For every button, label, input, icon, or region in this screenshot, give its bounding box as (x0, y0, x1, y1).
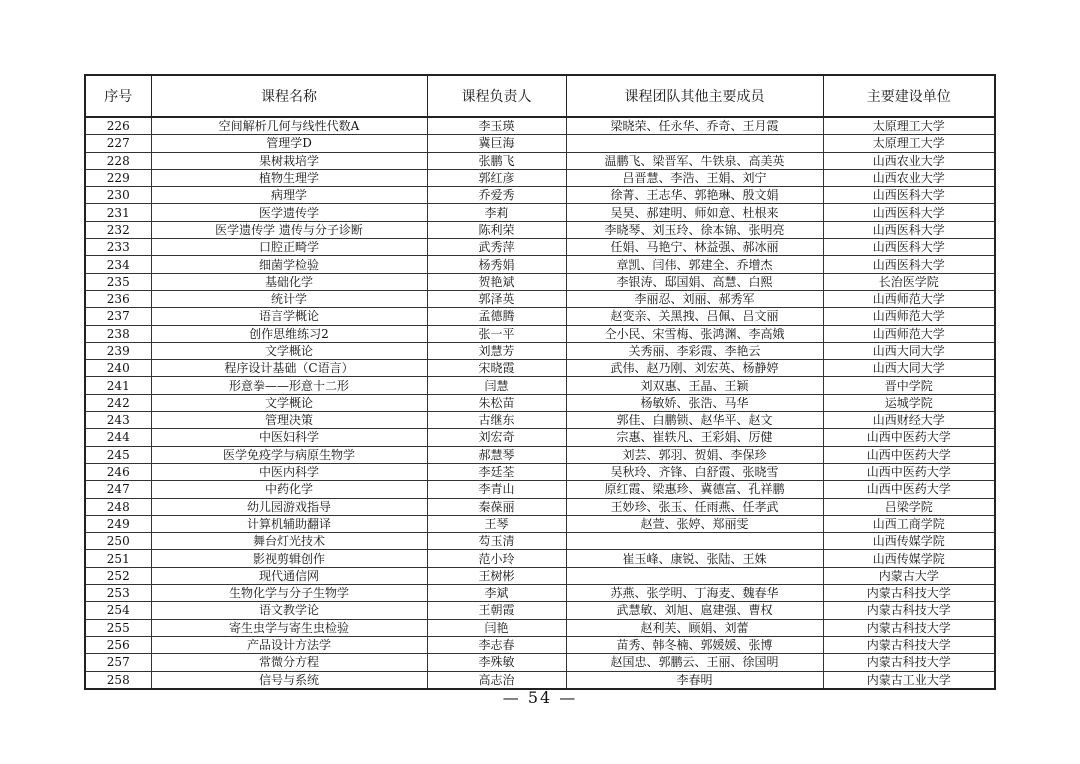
cell-course-lead: 王琴 (427, 515, 566, 532)
table-row (85, 308, 995, 325)
cell-course-lead: 乔爱秀 (427, 187, 566, 204)
cell-institution: 山西财经大学 (823, 412, 995, 429)
cell-index: 255 (85, 619, 151, 636)
cell-index: 245 (85, 446, 151, 463)
table-row (85, 619, 995, 636)
table-row (85, 135, 995, 152)
table-body (85, 117, 995, 689)
table-row (85, 515, 995, 532)
cell-index: 236 (85, 290, 151, 307)
cell-course-name: 基础化学 (151, 273, 427, 290)
cell-course-name: 中药化学 (151, 481, 427, 498)
cell-course-name: 形意拳——形意十二形 (151, 377, 427, 394)
cell-course-lead: 武秀萍 (427, 239, 566, 256)
cell-course-lead: 李斌 (427, 585, 566, 602)
cell-team-members: 杨敏娇、张浩、马华 (566, 394, 823, 411)
cell-course-name: 语言学概论 (151, 308, 427, 325)
cell-institution: 山西传媒学院 (823, 533, 995, 550)
cell-course-name: 计算机辅助翻译 (151, 515, 427, 532)
header-course-name: 课程名称 (151, 75, 427, 117)
cell-course-lead: 李青山 (427, 481, 566, 498)
cell-team-members: 吕晋慧、李浩、王娟、刘宁 (566, 169, 823, 186)
page-number: — 54 — (502, 688, 578, 707)
cell-institution: 山西大同大学 (823, 360, 995, 377)
cell-index: 239 (85, 342, 151, 359)
cell-index: 246 (85, 463, 151, 480)
cell-course-lead: 郭泽英 (427, 290, 566, 307)
cell-course-lead: 闫艳 (427, 619, 566, 636)
cell-course-lead: 李廷荃 (427, 463, 566, 480)
cell-course-lead: 贺艳斌 (427, 273, 566, 290)
cell-team-members: 刘双惠、王晶、王颖 (566, 377, 823, 394)
cell-course-name: 舞台灯光技术 (151, 533, 427, 550)
table-row (85, 446, 995, 463)
cell-institution: 山西师范大学 (823, 308, 995, 325)
table-row (85, 342, 995, 359)
cell-index: 233 (85, 239, 151, 256)
cell-index: 227 (85, 135, 151, 152)
cell-team-members: 崔玉峰、康锐、张陆、王姝 (566, 550, 823, 567)
cell-course-lead: 王树彬 (427, 567, 566, 584)
cell-institution: 山西中医药大学 (823, 446, 995, 463)
cell-index: 247 (85, 481, 151, 498)
cell-course-name: 管理学D (151, 135, 427, 152)
cell-index: 256 (85, 636, 151, 653)
cell-course-name: 医学遗传学 遗传与分子诊断 (151, 221, 427, 238)
cell-institution: 山西农业大学 (823, 152, 995, 169)
course-table (84, 74, 996, 690)
cell-course-name: 空间解析几何与线性代数A (151, 117, 427, 135)
cell-team-members: 赵变亲、关黑拽、吕佩、吕文丽 (566, 308, 823, 325)
cell-institution: 山西医科大学 (823, 239, 995, 256)
cell-index: 230 (85, 187, 151, 204)
cell-index: 237 (85, 308, 151, 325)
cell-team-members: 郭佳、白鹏锁、赵华平、赵文 (566, 412, 823, 429)
header-institution: 主要建设单位 (823, 75, 995, 117)
cell-index: 243 (85, 412, 151, 429)
cell-institution: 长治医学院 (823, 273, 995, 290)
cell-team-members: 王妙珍、张玉、任雨燕、任孝武 (566, 498, 823, 515)
table-row (85, 550, 995, 567)
table-row (85, 533, 995, 550)
cell-team-members (566, 533, 823, 550)
cell-course-lead: 古继东 (427, 412, 566, 429)
cell-institution: 山西师范大学 (823, 290, 995, 307)
cell-index: 241 (85, 377, 151, 394)
cell-index: 226 (85, 117, 151, 135)
cell-course-lead: 芶玉清 (427, 533, 566, 550)
cell-course-name: 统计学 (151, 290, 427, 307)
cell-index: 229 (85, 169, 151, 186)
table-row (85, 394, 995, 411)
cell-course-lead: 张一平 (427, 325, 566, 342)
cell-team-members (566, 135, 823, 152)
cell-team-members: 关秀丽、李彩霞、李艳云 (566, 342, 823, 359)
cell-team-members: 吴昊、郝建明、师如意、杜根来 (566, 204, 823, 221)
cell-index: 232 (85, 221, 151, 238)
table-row (85, 567, 995, 584)
cell-course-lead: 李殊敏 (427, 654, 566, 671)
cell-institution: 内蒙古科技大学 (823, 654, 995, 671)
cell-course-name: 文学概论 (151, 342, 427, 359)
cell-course-name: 产品设计方法学 (151, 636, 427, 653)
cell-course-name: 医学免疫学与病原生物学 (151, 446, 427, 463)
cell-index: 228 (85, 152, 151, 169)
cell-course-lead: 李玉瑛 (427, 117, 566, 135)
cell-course-name: 影视剪辑创作 (151, 550, 427, 567)
cell-index: 250 (85, 533, 151, 550)
table-row (85, 187, 995, 204)
cell-course-lead: 刘慧芳 (427, 342, 566, 359)
header-course-lead: 课程负责人 (427, 75, 566, 117)
cell-course-lead: 范小玲 (427, 550, 566, 567)
cell-institution: 山西中医药大学 (823, 481, 995, 498)
cell-course-lead: 杨秀娟 (427, 256, 566, 273)
table-row (85, 377, 995, 394)
table-row (85, 463, 995, 480)
cell-team-members: 任娟、马艳宁、林益强、郝冰丽 (566, 239, 823, 256)
cell-course-name: 植物生理学 (151, 169, 427, 186)
table-row (85, 654, 995, 671)
table-row (85, 239, 995, 256)
cell-course-lead: 高志治 (427, 671, 566, 689)
cell-index: 249 (85, 515, 151, 532)
header-index: 序号 (85, 75, 151, 117)
cell-course-lead: 李志春 (427, 636, 566, 653)
table-row (85, 325, 995, 342)
cell-institution: 山西工商学院 (823, 515, 995, 532)
cell-index: 253 (85, 585, 151, 602)
cell-course-name: 果树栽培学 (151, 152, 427, 169)
cell-course-lead: 秦葆丽 (427, 498, 566, 515)
cell-institution: 内蒙古大学 (823, 567, 995, 584)
cell-institution: 内蒙古科技大学 (823, 636, 995, 653)
cell-course-name: 寄生虫学与寄生虫检验 (151, 619, 427, 636)
cell-team-members: 原红霞、梁惠珍、冀德富、孔祥鹏 (566, 481, 823, 498)
cell-team-members: 宗惠、崔轶凡、王彩娟、厉健 (566, 429, 823, 446)
cell-team-members: 李晓琴、刘玉玲、徐本锦、张明亮 (566, 221, 823, 238)
cell-course-lead: 孟德腾 (427, 308, 566, 325)
cell-team-members: 仝小民、宋雪梅、张鸿渊、李高娥 (566, 325, 823, 342)
cell-institution: 山西农业大学 (823, 169, 995, 186)
cell-course-lead: 张鹏飞 (427, 152, 566, 169)
cell-institution: 山西医科大学 (823, 187, 995, 204)
cell-course-name: 幼儿园游戏指导 (151, 498, 427, 515)
cell-course-lead: 朱松苗 (427, 394, 566, 411)
cell-index: 251 (85, 550, 151, 567)
cell-institution: 内蒙古科技大学 (823, 602, 995, 619)
cell-institution: 太原理工大学 (823, 117, 995, 135)
cell-course-name: 医学遗传学 (151, 204, 427, 221)
cell-index: 240 (85, 360, 151, 377)
table-row (85, 273, 995, 290)
cell-team-members: 温鹏飞、梁晋军、牛铁泉、高美英 (566, 152, 823, 169)
cell-course-name: 中医内科学 (151, 463, 427, 480)
table-row (85, 602, 995, 619)
cell-team-members: 苗秀、韩冬楠、郭媛媛、张博 (566, 636, 823, 653)
cell-institution: 内蒙古工业大学 (823, 671, 995, 689)
cell-index: 244 (85, 429, 151, 446)
cell-institution: 内蒙古科技大学 (823, 619, 995, 636)
cell-team-members: 章凯、闫伟、郭建全、乔增杰 (566, 256, 823, 273)
table-row (85, 290, 995, 307)
cell-team-members: 徐菁、王志华、郭艳琳、殷文娟 (566, 187, 823, 204)
cell-institution: 内蒙古科技大学 (823, 585, 995, 602)
cell-course-lead: 郝慧琴 (427, 446, 566, 463)
cell-team-members (566, 567, 823, 584)
cell-course-lead: 闫慧 (427, 377, 566, 394)
cell-institution: 山西医科大学 (823, 221, 995, 238)
table-row (85, 412, 995, 429)
table-row (85, 429, 995, 446)
header-team-members: 课程团队其他主要成员 (566, 75, 823, 117)
table-header-row (85, 75, 995, 117)
cell-course-lead: 王朝霞 (427, 602, 566, 619)
cell-index: 235 (85, 273, 151, 290)
table-row (85, 152, 995, 169)
cell-course-name: 常微分方程 (151, 654, 427, 671)
cell-index: 252 (85, 567, 151, 584)
table-row (85, 221, 995, 238)
cell-index: 248 (85, 498, 151, 515)
cell-index: 238 (85, 325, 151, 342)
cell-course-name: 管理决策 (151, 412, 427, 429)
cell-team-members: 李丽忍、刘丽、郝秀军 (566, 290, 823, 307)
cell-institution: 山西医科大学 (823, 204, 995, 221)
cell-course-lead: 冀巨海 (427, 135, 566, 152)
table-row (85, 585, 995, 602)
cell-institution: 吕梁学院 (823, 498, 995, 515)
table-row (85, 204, 995, 221)
table-row (85, 169, 995, 186)
cell-institution: 运城学院 (823, 394, 995, 411)
cell-institution: 太原理工大学 (823, 135, 995, 152)
cell-course-name: 生物化学与分子生物学 (151, 585, 427, 602)
cell-course-lead: 郭红彦 (427, 169, 566, 186)
cell-institution: 山西医科大学 (823, 256, 995, 273)
cell-course-name: 病理学 (151, 187, 427, 204)
cell-course-lead: 宋晓霞 (427, 360, 566, 377)
table-row (85, 671, 995, 689)
table-row (85, 498, 995, 515)
cell-team-members: 吴秋玲、齐锋、白舒霞、张晓雪 (566, 463, 823, 480)
cell-course-name: 细菌学检验 (151, 256, 427, 273)
cell-course-name: 中医妇科学 (151, 429, 427, 446)
cell-institution: 山西大同大学 (823, 342, 995, 359)
table-row (85, 636, 995, 653)
cell-team-members: 武慧敏、刘旭、扈建强、曹权 (566, 602, 823, 619)
cell-institution: 山西传媒学院 (823, 550, 995, 567)
cell-institution: 山西师范大学 (823, 325, 995, 342)
cell-course-lead: 刘宏奇 (427, 429, 566, 446)
cell-team-members: 李春明 (566, 671, 823, 689)
cell-course-name: 文学概论 (151, 394, 427, 411)
cell-index: 234 (85, 256, 151, 273)
cell-team-members: 武伟、赵乃刚、刘宏英、杨静婷 (566, 360, 823, 377)
cell-team-members: 赵国忠、郭鹏云、王丽、徐国明 (566, 654, 823, 671)
cell-team-members: 苏燕、张学明、丁海麦、魏春华 (566, 585, 823, 602)
cell-institution: 山西中医药大学 (823, 463, 995, 480)
cell-course-lead: 陈利荣 (427, 221, 566, 238)
cell-index: 254 (85, 602, 151, 619)
cell-course-name: 语文教学论 (151, 602, 427, 619)
cell-course-name: 信号与系统 (151, 671, 427, 689)
table-row (85, 360, 995, 377)
cell-index: 257 (85, 654, 151, 671)
cell-index: 258 (85, 671, 151, 689)
cell-institution: 山西中医药大学 (823, 429, 995, 446)
cell-team-members: 梁晓荣、任永华、乔奇、王月霞 (566, 117, 823, 135)
cell-course-name: 口腔正畸学 (151, 239, 427, 256)
cell-course-lead: 李莉 (427, 204, 566, 221)
cell-institution: 晋中学院 (823, 377, 995, 394)
cell-course-name: 程序设计基础（C语言） (151, 360, 427, 377)
cell-team-members: 赵利芙、顾娟、刘蕾 (566, 619, 823, 636)
cell-course-name: 创作思维练习2 (151, 325, 427, 342)
table-row (85, 481, 995, 498)
table-row (85, 117, 995, 135)
cell-index: 242 (85, 394, 151, 411)
table-row (85, 256, 995, 273)
cell-team-members: 刘芸、郭羽、贺娟、李保珍 (566, 446, 823, 463)
cell-team-members: 赵萱、张婷、郑丽雯 (566, 515, 823, 532)
cell-course-name: 现代通信网 (151, 567, 427, 584)
cell-team-members: 李银涛、邸国娟、高慧、白熙 (566, 273, 823, 290)
cell-index: 231 (85, 204, 151, 221)
